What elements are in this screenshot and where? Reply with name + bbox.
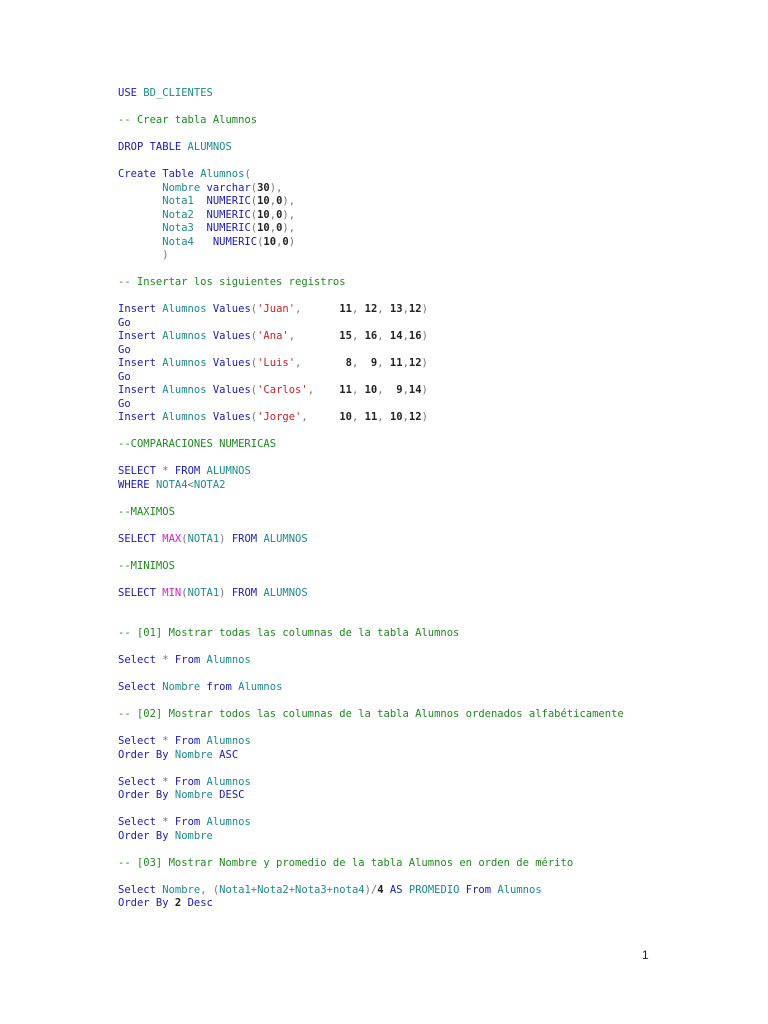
code-token: 10 (257, 208, 270, 221)
code-token: 'Luis' (257, 357, 296, 369)
code-token: Alumnos (162, 303, 213, 315)
code-token: 11 (339, 384, 352, 396)
code-token: NUMERIC (206, 208, 251, 221)
code-token: , (377, 330, 390, 342)
code-token: Go (118, 370, 131, 383)
code-line (118, 371, 624, 385)
blank-line (118, 425, 624, 439)
code-token: SELECT (118, 586, 163, 599)
code-token: Alumnos (162, 330, 213, 342)
code-token: 8 (345, 357, 352, 369)
code-token: , (269, 208, 277, 221)
code-token: ( (181, 532, 188, 545)
code-token: Insert (118, 357, 163, 369)
code-token: 9 (396, 384, 403, 396)
code-line (118, 506, 624, 520)
code-token: ( (244, 168, 251, 180)
code-token: Select (118, 883, 163, 896)
code-token: Values (212, 384, 251, 396)
code-token: , (402, 357, 409, 369)
code-token: , (402, 303, 409, 315)
code-token: ) (118, 249, 169, 261)
code-line (118, 627, 624, 641)
blank-line (118, 695, 624, 709)
code-token: Order By (118, 789, 175, 801)
code-token: DESC (219, 789, 245, 801)
code-token: Select (118, 681, 163, 693)
code-token: ( (250, 303, 258, 315)
code-token: Select (118, 654, 163, 666)
code-line (118, 681, 624, 695)
code-token: ( (250, 181, 258, 194)
code-token: ALUMNOS (206, 465, 251, 477)
code-token: BD_CLIENTES (143, 87, 213, 99)
code-token: Nombre (162, 883, 201, 896)
code-token: ASC (219, 748, 239, 761)
code-token: , (351, 357, 371, 369)
code-token: , (307, 384, 340, 396)
code-token: AS (389, 883, 409, 896)
code-token: 11 (389, 357, 403, 369)
code-token: SELECT (118, 532, 163, 545)
code-token: 12 (364, 303, 378, 315)
code-line (118, 533, 624, 547)
code-line (118, 87, 624, 101)
page-number: 1 (642, 948, 649, 962)
code-token: 'Carlos' (257, 384, 308, 396)
code-token: 12 (408, 357, 422, 369)
code-token: 10 (389, 411, 403, 423)
code-token: Insert (118, 384, 163, 396)
code-token: Nombre (174, 748, 220, 761)
code-token: Nombre (174, 829, 213, 842)
code-token: ) (421, 384, 428, 396)
code-line (118, 857, 624, 871)
code-token: NUMERIC (206, 222, 251, 234)
code-token: , (295, 303, 340, 315)
code-token: 10 (364, 384, 378, 396)
code-token: Nota2 (118, 208, 207, 221)
code-token: Nota1 (118, 195, 207, 207)
code-token: MIN (162, 586, 182, 599)
code-token: , (377, 384, 397, 396)
code-token: ), (282, 195, 296, 207)
code-token: , (402, 330, 409, 342)
blank-line (118, 452, 624, 466)
code-token: Insert (118, 303, 163, 315)
code-token: 'Jorge' (257, 411, 302, 423)
code-token: )/ (364, 883, 378, 896)
code-token: + (326, 883, 333, 896)
code-line (118, 344, 624, 358)
code-token: FROM (231, 532, 264, 545)
blank-line (118, 668, 624, 682)
code-token: --COMPARACIONES NUMERICAS (118, 438, 277, 450)
code-line (118, 357, 624, 371)
blank-line (118, 128, 624, 142)
code-token: FROM (231, 586, 264, 599)
code-line (118, 222, 624, 236)
code-token: 15 (339, 330, 352, 342)
code-token: Nota1 (219, 883, 251, 896)
code-token: ), (282, 208, 296, 221)
code-token: Alumnos (206, 816, 251, 828)
code-line (118, 897, 624, 911)
code-token: , (402, 411, 409, 423)
code-token: MAX (162, 532, 182, 545)
code-token: + (250, 883, 258, 896)
code-line (118, 816, 624, 830)
code-token: NOTA1 (187, 586, 220, 599)
code-line (118, 168, 624, 182)
code-token: Alumnos (200, 168, 245, 180)
code-token: -- [02] Mostrar todos las columnas de la tabla Alumnos ordenados alfabéticamente (118, 708, 624, 720)
code-token: 12 (408, 303, 422, 315)
code-token: --MINIMOS (118, 559, 175, 572)
code-token: ), (282, 222, 296, 234)
code-token: 10 (257, 195, 270, 207)
code-line (118, 182, 624, 196)
code-token: 4 (377, 883, 390, 896)
blank-line (118, 641, 624, 655)
code-token: Alumnos (162, 411, 213, 423)
code-line (118, 654, 624, 668)
code-token: USE (118, 87, 144, 99)
code-line (118, 141, 624, 155)
code-line (118, 479, 624, 493)
code-token: 9 (370, 357, 378, 369)
code-token: NUMERIC (212, 235, 258, 248)
code-token: From (174, 775, 207, 788)
code-line (118, 708, 624, 722)
code-token: Go (118, 343, 131, 356)
code-token: 30 (257, 181, 270, 194)
code-token: NOTA1 (187, 532, 220, 545)
blank-line (118, 600, 624, 614)
code-token: Nombre (162, 681, 207, 693)
code-line (118, 830, 624, 844)
code-token: Nombre (118, 181, 207, 194)
blank-line (118, 870, 624, 884)
code-token: 0 (276, 195, 283, 207)
code-token: 10 (263, 235, 277, 248)
code-line (118, 114, 624, 128)
code-token: 13 (389, 303, 403, 315)
code-token: -- Insertar los siguientes registros (118, 276, 346, 288)
code-token: * (162, 735, 175, 747)
code-token: Nombre (174, 789, 220, 801)
code-token: 2 (174, 897, 188, 909)
code-token: Values (212, 411, 251, 423)
code-token: Create (118, 168, 163, 180)
code-line (118, 776, 624, 790)
code-token: , (269, 195, 277, 207)
code-token: , (269, 222, 277, 234)
code-line (118, 236, 624, 250)
code-token: 'Juan' (257, 303, 296, 315)
code-token: Alumnos (497, 883, 542, 896)
code-token: * (162, 775, 175, 788)
code-token: From (174, 654, 207, 666)
code-token: Select (118, 775, 163, 788)
blank-line (118, 101, 624, 115)
code-token: Alumnos (206, 775, 251, 788)
code-line (118, 749, 624, 763)
code-token: ) (288, 235, 296, 248)
code-token: 0 (282, 235, 289, 248)
blank-line (118, 155, 624, 169)
code-token: Values (212, 303, 251, 315)
code-token: , (276, 235, 283, 248)
code-token: FROM (174, 465, 207, 477)
code-token: ( (250, 411, 258, 423)
code-token: Alumnos (206, 735, 251, 747)
code-token: Alumnos (206, 654, 251, 666)
code-token: ), (269, 181, 283, 194)
code-token: , ( (200, 883, 220, 896)
code-token: , (301, 411, 340, 423)
code-token: NOTA4 (155, 478, 188, 491)
code-token: ) (421, 411, 428, 423)
code-token: ) (421, 330, 428, 342)
code-token: Table (162, 168, 201, 180)
code-line (118, 303, 624, 317)
code-token: 0 (276, 222, 283, 234)
code-token: -- Crear tabla Alumnos (118, 114, 258, 126)
code-line (118, 276, 624, 290)
code-token: Values (212, 330, 251, 342)
code-token: * (162, 465, 175, 477)
blank-line (118, 762, 624, 776)
code-token: Select (118, 816, 163, 828)
code-line (118, 560, 624, 574)
code-token: ( (250, 195, 258, 207)
code-line (118, 249, 624, 263)
code-token: Desc (187, 897, 213, 909)
code-token: , (351, 411, 365, 423)
code-token: varchar (206, 181, 251, 194)
code-line (118, 884, 624, 898)
blank-line (118, 492, 624, 506)
code-token: Insert (118, 330, 163, 342)
code-token: 12 (408, 411, 422, 423)
code-token: ) (421, 357, 428, 369)
blank-line (118, 614, 624, 628)
code-token: Order By (118, 748, 175, 761)
blank-line (118, 290, 624, 304)
code-line (118, 735, 624, 749)
code-line (118, 209, 624, 223)
code-token: nota4 (332, 883, 365, 896)
code-token: , (377, 303, 390, 315)
code-token: 14 (408, 384, 422, 396)
code-line (118, 317, 624, 331)
code-token: 16 (364, 330, 378, 342)
blank-line (118, 573, 624, 587)
code-token: ) (219, 586, 232, 599)
code-token: Alumnos (162, 384, 213, 396)
code-token: 10 (257, 222, 270, 234)
blank-line (118, 843, 624, 857)
code-line (118, 465, 624, 479)
code-token: * (162, 654, 175, 666)
code-token: 'Ana' (257, 330, 289, 342)
code-token: , (288, 330, 340, 342)
code-token: ( (257, 235, 264, 248)
code-token: ( (250, 222, 258, 234)
code-token: Go (118, 397, 131, 410)
code-token: from (206, 681, 239, 693)
code-token: ALUMNOS (263, 532, 308, 545)
code-token: WHERE (118, 478, 156, 491)
code-line (118, 789, 624, 803)
code-line (118, 195, 624, 209)
code-token: ALUMNOS (263, 586, 308, 599)
code-line (118, 398, 624, 412)
code-token: ( (181, 586, 188, 599)
code-token: 14 (389, 330, 403, 342)
code-token: DROP TABLE (118, 141, 188, 153)
code-token: 11 (339, 303, 352, 315)
code-token: From (174, 816, 207, 828)
code-token: PROMEDIO (408, 883, 466, 896)
code-line (118, 438, 624, 452)
code-token: Values (212, 357, 251, 369)
sql-code-listing (118, 87, 624, 911)
code-line (118, 411, 624, 425)
code-token: Nota3 (118, 222, 207, 234)
code-token: Nota2 (257, 883, 289, 896)
code-token: Select (118, 735, 163, 747)
code-line (118, 384, 624, 398)
code-token: ( (250, 330, 258, 342)
code-token: , (295, 357, 346, 369)
code-token: 10 (339, 411, 352, 423)
code-line (118, 330, 624, 344)
code-token: 11 (364, 411, 378, 423)
code-token: , (377, 411, 390, 423)
code-token: ( (250, 208, 258, 221)
code-token: ( (250, 384, 258, 396)
code-token: * (162, 816, 175, 828)
code-token: , (402, 384, 409, 396)
code-token: 16 (408, 330, 422, 342)
code-token: Alumnos (162, 357, 213, 369)
code-token: Nota3 (295, 883, 327, 896)
code-token: ) (421, 303, 428, 315)
blank-line (118, 263, 624, 277)
code-token: -- [01] Mostrar todas las columnas de la tabla Alumnos (118, 627, 460, 639)
code-token: , (351, 303, 365, 315)
blank-line (118, 519, 624, 533)
code-token: -- [03] Mostrar Nombre y promedio de la tabla Alumnos en orden de mérito (118, 856, 574, 869)
code-token: Go (118, 316, 131, 329)
code-token: , (351, 384, 365, 396)
code-token: , (351, 330, 365, 342)
code-token: < (187, 478, 194, 491)
code-token: 0 (276, 208, 283, 221)
code-token: Insert (118, 411, 163, 423)
code-token: Order By (118, 897, 175, 909)
blank-line (118, 722, 624, 736)
code-token: Alumnos (238, 681, 283, 693)
code-token: ALUMNOS (187, 141, 232, 153)
code-token: NUMERIC (206, 195, 251, 207)
code-token: + (288, 883, 296, 896)
code-token: ) (219, 532, 232, 545)
code-token: ( (250, 357, 258, 369)
blank-line (118, 803, 624, 817)
code-line (118, 587, 624, 601)
code-token: --MAXIMOS (118, 505, 175, 518)
code-token: , (377, 357, 390, 369)
code-token: NOTA2 (193, 478, 226, 491)
blank-line (118, 546, 624, 560)
code-token: From (174, 735, 207, 747)
code-token: Nota4 (118, 235, 213, 248)
code-token: SELECT (118, 465, 163, 477)
code-token: Order By (118, 829, 175, 842)
code-token: From (465, 883, 498, 896)
